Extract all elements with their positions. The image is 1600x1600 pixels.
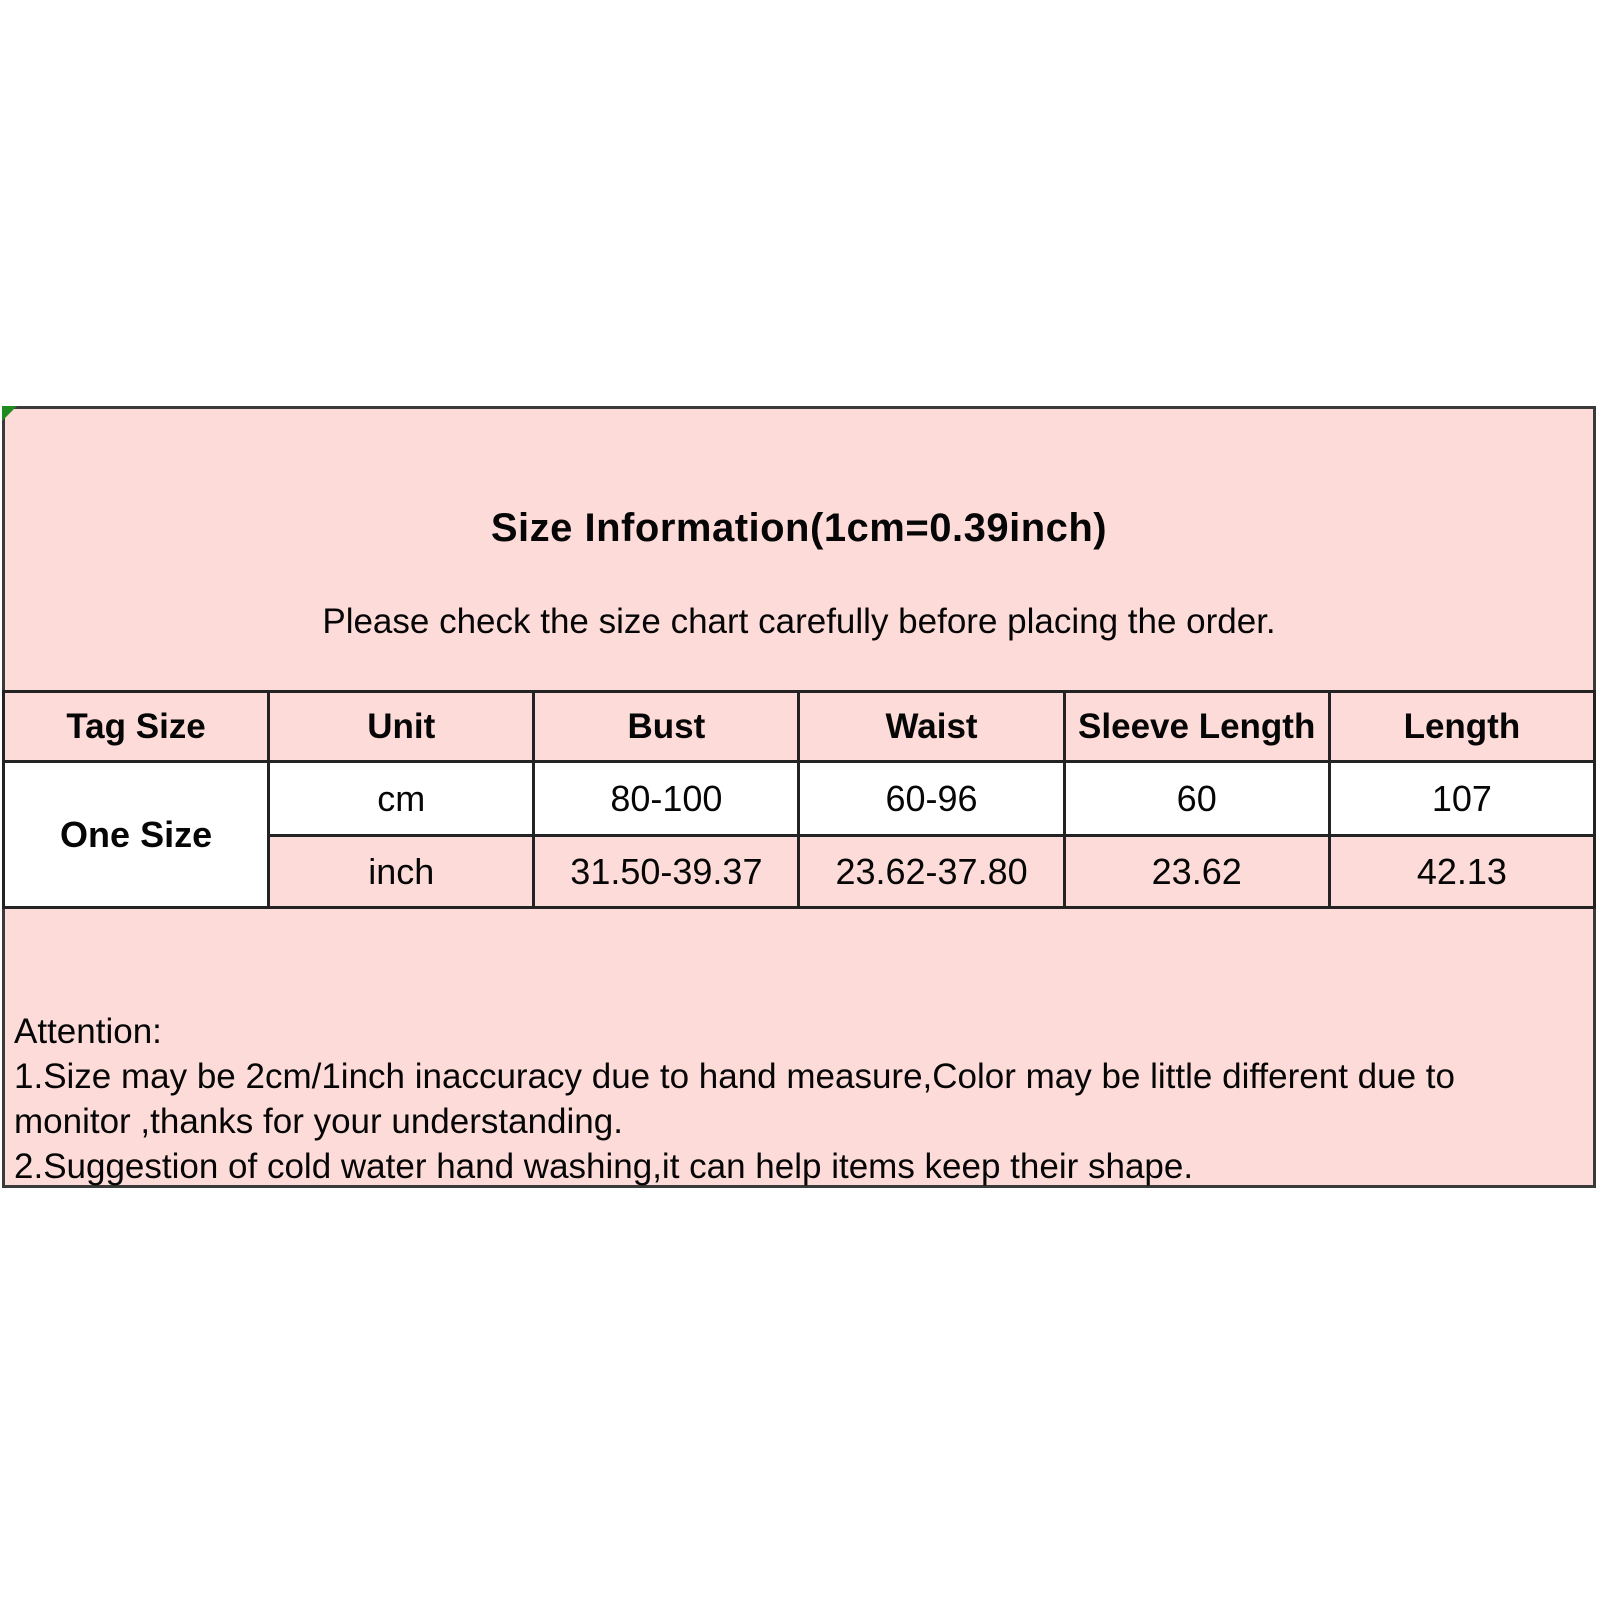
cell-cm-unit: cm [269, 762, 534, 836]
corner-fold-icon [2, 406, 17, 421]
header-cell-waist: Waist [799, 692, 1064, 762]
header-cell-bust: Bust [534, 692, 799, 762]
cell-tag-one-size: One Size [4, 762, 269, 908]
cell-cm-sleeve-length: 60 [1064, 762, 1329, 836]
attention-block [14, 1009, 1592, 1189]
size-info-title: Size Information(1cm=0.39inch) [490, 506, 1108, 550]
attention-line-1: 1.Size may be 2cm/1inch inaccuracy due to hand measure,Color may be little different due to [14, 1057, 1455, 1096]
table-row-cm [4, 762, 1595, 836]
cell-cm-length: 107 [1329, 762, 1594, 836]
header-cell-length: Length [1329, 692, 1594, 762]
cell-inch-sleeve-length: 23.62 [1064, 836, 1329, 908]
cell-inch-length: 42.13 [1329, 836, 1594, 908]
attention-heading: Attention: [14, 1012, 162, 1051]
attention-line-3: 2.Suggestion of cold water hand washing,it can help items keep their shape. [14, 1147, 1194, 1186]
cell-inch-waist: 23.62-37.80 [799, 836, 1064, 908]
size-chart-subtitle: Please check the size chart carefully before placing the order. [322, 602, 1276, 641]
size-table [2, 690, 1596, 909]
size-table-header-row [4, 692, 1595, 762]
header-cell-sleeve-length: Sleeve Length [1064, 692, 1329, 762]
size-info-panel [2, 406, 1596, 1188]
header-cell-tag-size: Tag Size [4, 692, 269, 762]
cell-cm-waist: 60-96 [799, 762, 1064, 836]
header-cell-unit: Unit [269, 692, 534, 762]
cell-cm-bust: 80-100 [534, 762, 799, 836]
attention-line-2: monitor ,thanks for your understanding. [14, 1102, 623, 1141]
cell-inch-unit: inch [269, 836, 534, 908]
cell-inch-bust: 31.50-39.37 [534, 836, 799, 908]
